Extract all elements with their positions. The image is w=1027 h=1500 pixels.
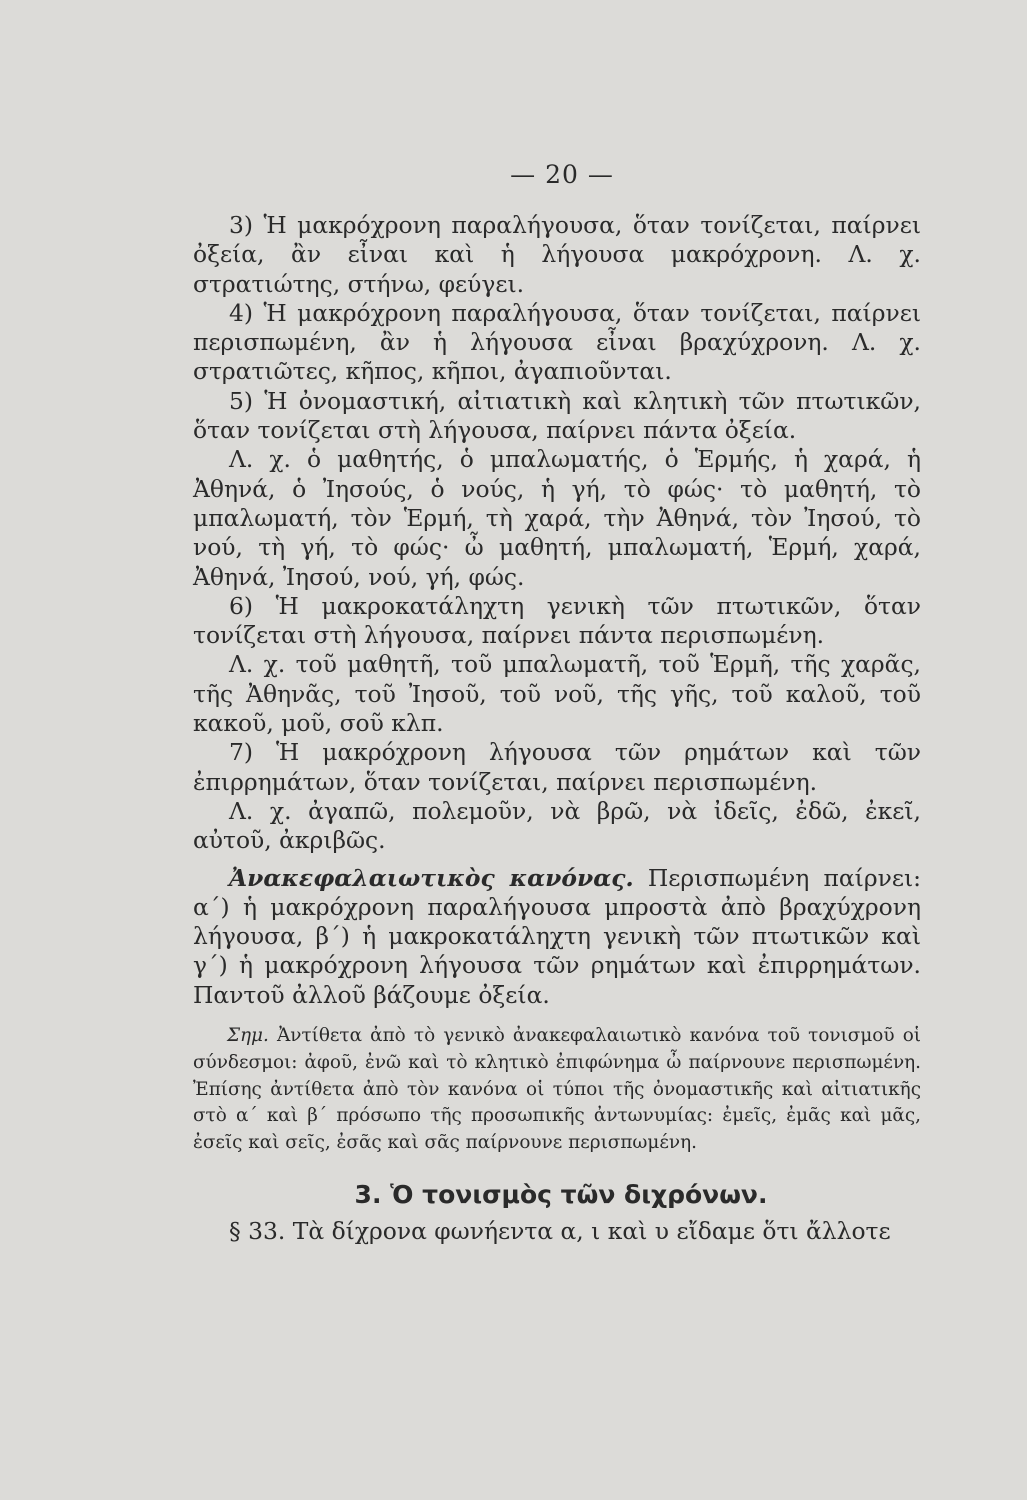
rule-5-example: Λ. χ. ὁ μαθητής, ὁ μπαλωματής, ὁ Ἑρμής, ἡ χαρά, ἡ Ἀθηνά, ὁ Ἰησούς, ὁ νούς, ἡ γή, τὸ φώς· τὸ μαθητή, τὸ μπαλωματή, τὸν Ἑρμή, τὴ χαρά, τὴν Ἀθηνά, τὸν Ἰησού, τὸ νού, τὴ γή, τὸ φώς· ὦ μαθητή, μπαλωματή, Ἑρμή, χαρά, Ἀθηνά, Ἰησού, νού, γή, φώς.	[193, 445, 921, 591]
rule-7: 7) Ἡ μακρόχρονη λήγουσα τῶν ρημάτων καὶ τῶν ἐπιρρημάτων, ὅταν τονίζεται, παίρνει περισπωμένη.	[193, 738, 921, 796]
summary-rule	[193, 864, 921, 1010]
page-text-block	[193, 160, 921, 1246]
rule-3: 3) Ἡ μακρόχρονη παραλήγουσα, ὅταν τονίζεται, παίρνει ὀξεία, ἂν εἶναι καὶ ἡ λήγουσα μακρόχρονη. Λ. χ. στρατιώτης, στήνω, φεύγει.	[193, 211, 921, 298]
summary-rule-title: Ἀνακεφαλαιωτικὸς κανόνας.	[229, 863, 634, 892]
section-heading: 3. Ὁ τονισμὸς τῶν διχρόνων.	[354, 1180, 768, 1209]
footnote-text: Ἀντίθετα ἀπὸ τὸ γενικὸ ἀνακεφαλαιωτικὸ κανόνα τοῦ τονισμοῦ οἱ σύνδεσμοι: ἀφοῦ, ἐνῶ καὶ τὸ κλητικὸ ἐπιφώνημα ὦ παίρνουνε περισπωμένη. Ἐπίσης ἀντίθετα ἀπὸ τὸν κανόνα οἱ τύποι τῆς ὀνομαστικῆς καὶ αἰτιατικῆς στὸ α΄ καὶ β΄ πρόσωπο τῆς προσωπικῆς ἀντωνυμίας: ἐμεῖς, ἐμᾶς καὶ μᾶς, ἐσεῖς καὶ σεῖς, ἐσᾶς καὶ σᾶς παίρνουνε περισπωμένη.	[193, 1025, 921, 1154]
rule-6-example: Λ. χ. τοῦ μαθητῆ, τοῦ μπαλωματῆ, τοῦ Ἑρμῆ, τῆς χαρᾶς, τῆς Ἀθηνᾶς, τοῦ Ἰησοῦ, τοῦ νοῦ, τῆς γῆς, τοῦ καλοῦ, τοῦ κακοῦ, μοῦ, σοῦ κλπ.	[193, 650, 921, 738]
footnote	[193, 1023, 921, 1157]
footnote-label: Σημ.	[227, 1025, 269, 1047]
rule-5: 5) Ἡ ὀνομαστική, αἰτιατικὴ καὶ κλητικὴ τῶν πτωτικῶν, ὅταν τονίζεται στὴ λήγουσα, παίρνει πάντα ὀξεία.	[193, 386, 921, 445]
page-number: — 20 —	[510, 160, 614, 189]
rule-7-example: Λ. χ. ἀγαπῶ, πολεμοῦν, νὰ βρῶ, νὰ ἰδεῖς, ἐδῶ, ἐκεῖ, αὐτοῦ, ἀκριβῶς.	[193, 796, 921, 855]
rule-6: 6) Ἡ μακροκατάληχτη γενικὴ τῶν πτωτικῶν, ὅταν τονίζεται στὴ λήγουσα, παίρνει πάντα περισπωμένη.	[193, 591, 921, 650]
summary-rule-text: Περισπωμένη παίρνει: α΄) ἡ μακρόχρονη παραλήγουσα μπροστὰ ἀπὸ βραχύχρονη λήγουσα, β΄) ἡ μακροκατάληχτη γενικὴ τῶν πτωτικῶν καὶ γ΄) ἡ μακρόχρονη λήγουσα τῶν ρημάτων καὶ ἐπιρρημάτων. Παντοῦ ἀλλοῦ βάζουμε ὀξεία.	[193, 863, 921, 1009]
section-opening-paragraph: § 33. Τὰ δίχρονα φωνήεντα α, ι καὶ υ εἴδαμε ὅτι ἄλλοτε	[229, 1217, 891, 1245]
rule-4: 4) Ἡ μακρόχρονη παραλήγουσα, ὅταν τονίζεται, παίρνει περισπωμένη, ἂν ἡ λήγουσα εἶναι βραχύχρονη. Λ. χ. στρατιῶτες, κῆπος, κῆποι, ἀγαπιοῦνται.	[193, 298, 921, 386]
